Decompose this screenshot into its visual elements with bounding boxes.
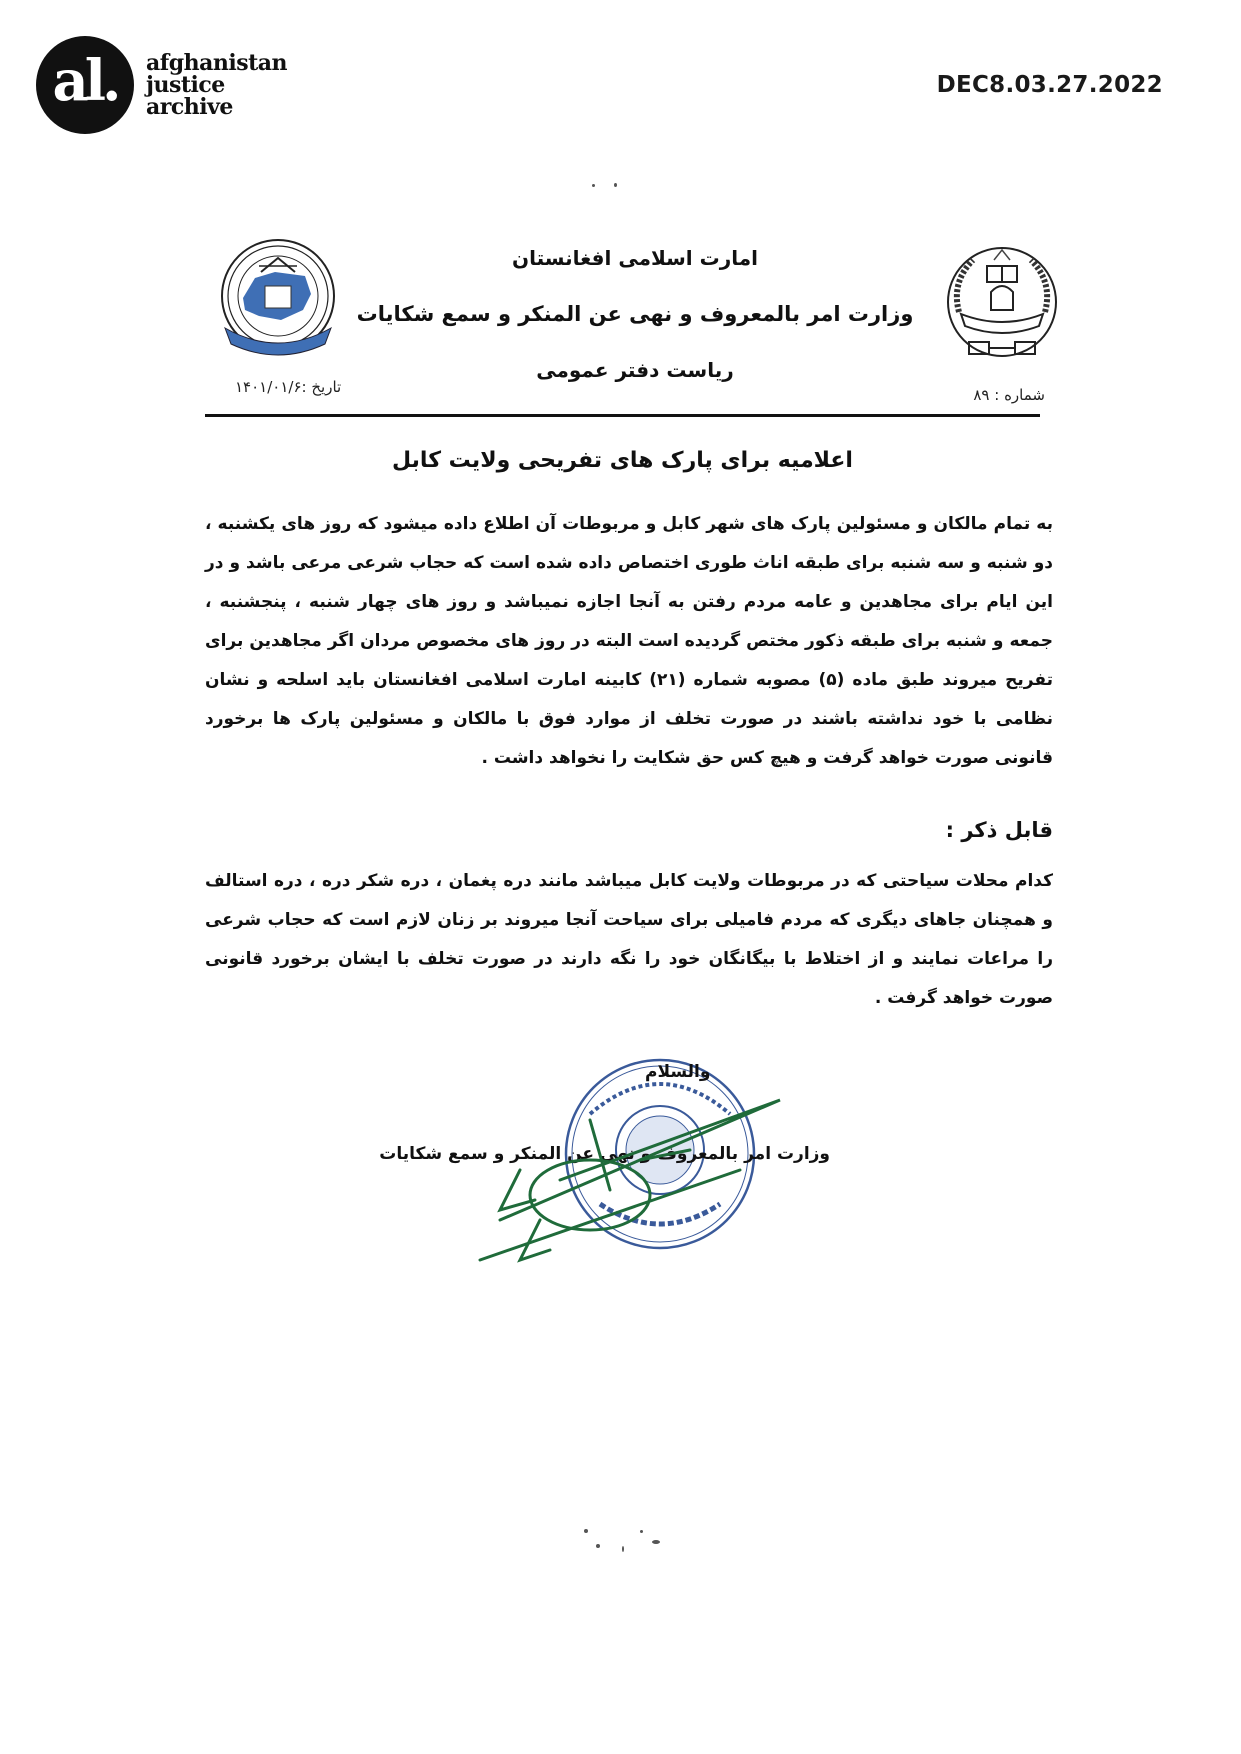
- ministry-name: وزارت امر بالمعروف و نهی عن المنکر و سمع شکایات: [356, 302, 914, 326]
- document-title: اعلامیه برای پارک های تفریحی ولایت کابل: [392, 448, 853, 473]
- letterhead-titles: [355, 228, 915, 380]
- scan-speck: [622, 1546, 624, 1552]
- note-heading: قابل ذکر :: [945, 818, 1053, 842]
- signature-salutation: والسلام: [645, 1062, 711, 1082]
- emirate-name: امارت اسلامی افغانستان: [512, 246, 758, 270]
- ministry-seal-icon: [215, 236, 341, 362]
- archive-logo-glyph: al.: [52, 48, 118, 114]
- office-name: ریاست دفتر عمومی: [536, 358, 734, 382]
- archive-name-line: justice: [146, 72, 225, 98]
- signature-block: [379, 1040, 860, 1280]
- scan-speck: [640, 1530, 643, 1533]
- body-paragraph-1: به تمام مالکان و مسئولین پارک های شهر کابل و مربوطات آن اطلاع داده میشود که روز های یکشنبه ، دو شنبه و سه شنبه برای طبقه اناث طوری اختصاص داده شده است که حجاب شرعی مرعی باشد و در این ایام برای مجاهدین و عامه مردم رفتن به آنجا اجازه نمیباشد و روز های چهار شنبه ، پنجشنبه ، جمعه و شنبه برای طبقه ذکور مختص گردیده است البته در روز های مخصوص مردان اگر مجاهدین برای تفریح میروند طبق ماده (۵) مصوبه شماره (۲۱) کابینه امارت اسلامی افغانستان باید اسلحه و نشان نظامی با خود نداشته باشند در صورت تخلف از موارد فوق با مالکان و مسئولین پارک ها برخورد قانونی صورت خواهد گرفت و هیچ کس حق شکایت را نخواهد داشت .: [205, 514, 1053, 768]
- letterhead: [205, 228, 1065, 418]
- scan-speck: [592, 184, 595, 187]
- document-date: تاریخ :۱۴۰۱/۰۱/۶: [235, 378, 342, 396]
- letterhead-divider: [205, 414, 1040, 417]
- scan-speck: [652, 1540, 660, 1544]
- archive-name-line: afghanistan: [146, 50, 288, 76]
- document-id: DEC8.03.27.2022: [936, 72, 1163, 98]
- body-paragraph-2: کدام محلات سیاحتی که در مربوطات ولایت کابل میباشد مانند دره پغمان ، دره شکر دره ، دره استالف و همچنان جاهای دیگری که مردم فامیلی برای سیاحت آنجا میروند بر زنان لازم است که حجاب شرعی را مراعات نمایند و از اختلاط با بیگانگان خود را نگه دارند در صورت تخلف با ایشان برخورد قانونی صورت خواهد گرفت .: [205, 871, 1053, 1008]
- handwritten-signature-icon: [440, 1060, 820, 1280]
- archive-logo-icon: [36, 36, 134, 134]
- emirate-emblem-icon: [939, 242, 1065, 368]
- archive-name-line: archive: [146, 94, 233, 120]
- scan-speck: [596, 1544, 600, 1548]
- signature-ministry: وزارت امر بالمعروف و نهی عن المنکر و سمع شکایات: [379, 1144, 830, 1164]
- archive-brand: [36, 36, 287, 134]
- scan-speck: [614, 183, 617, 187]
- scan-speck: [584, 1529, 588, 1533]
- document-number: شماره : ۸۹: [973, 386, 1045, 404]
- archive-name: [146, 52, 287, 118]
